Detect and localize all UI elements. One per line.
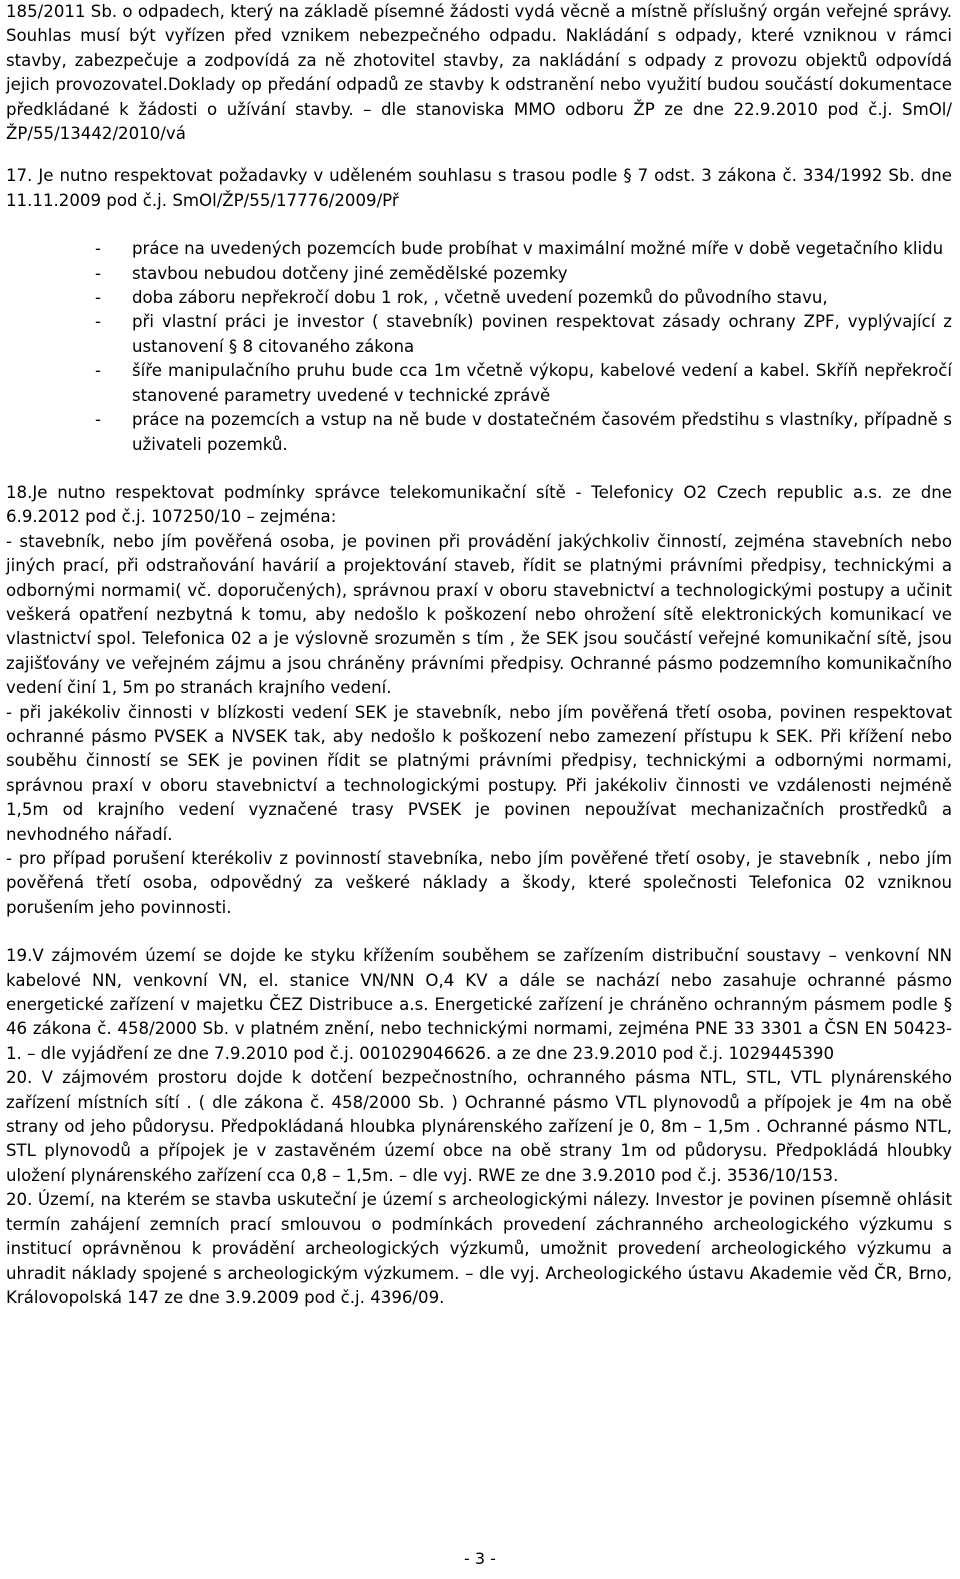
list-item: - při vlastní práci je investor ( stavebník) povinen respektovat zásady ochrany ZPF, vyplývající z ustanovení § 8 citovaného zákona: [132, 310, 952, 359]
spacer: [6, 920, 952, 944]
spacer: [6, 213, 952, 237]
list-item: - doba záboru nepřekročí dobu 1 rok, , včetně uvedení pozemků do původního stavu,: [132, 286, 952, 310]
list-item: - práce na pozemcích a vstup na ně bude v dostatečném časovém předstihu s vlastníky, případně s uživateli pozemků.: [132, 408, 952, 457]
paragraph-18-c: - pro případ porušení kterékoliv z povinností stavebníka, nebo jím pověřené třetí osoby, je stavebník , nebo jím pověřená třetí osoba, odpovědný za veškeré náklady a škody, které společnosti Telefonica 02 vzniknou porušením jeho povinnosti.: [6, 849, 952, 917]
list-item: - šíře manipulačního pruhu bude cca 1m včetně výkopu, kabelové vedení a kabel. Skříň nepřekročí stanovené parametry uvedené v technické zprávě: [132, 359, 952, 408]
spacer: [6, 146, 952, 164]
paragraph-20-gas: 20. V zájmovém prostoru dojde k dotčení bezpečnostního, ochranného pásma NTL, STL, VTL plynárenského zařízení místních sítí . ( dle zákona č. 458/2000 Sb. ) Ochranné pásmo VTL plynovodů a přípojek je 4m na obě strany od jeho půdorysu. Předpokládaná hloubka plynárenského zařízení je 0, 8m – 1,5m . Ochranné pásmo NTL, STL plynovodů a přípojek je v zastavěném území obce na obě strany 1m od půdorysu. Předpokládá hloubky uložení plynárenského zařízení cca 0,8 – 1,5m. – dle vyj. RWE ze dne 3.9.2010 pod č.j. 3536/10/153.: [6, 1068, 952, 1185]
list-item: - práce na uvedených pozemcích bude probíhat v maximální možné míře v době vegetačního klidu: [132, 237, 952, 261]
spacer: [6, 457, 952, 481]
document-page: [6, 0, 952, 1310]
paragraph-intro: 185/2011 Sb. o odpadech, který na základě písemné žádosti vydá věcně a místně příslušný orgán veřejné správy. Souhlas musí být vyřízen před vznikem nebezpečného odpadu. Nakládání s odpady, které vzniknou v rámci stavby, zabezpečuje a zodpovídá za ně zhotovitel stavby, za nakládání s odpady z provozu objektů odpovídá jejich provozovatel.Doklady op předání odpadů ze stavby k odstranění nebo využití budou součástí dokumentace předkládané k žádosti o užívání stavby. – dle stanoviska MMO odboru ŽP ze dne 22.9.2010 pod č.j. SmOl/ŽP/55/13442/2010/vá: [6, 2, 952, 144]
paragraph-17: 17. Je nutno respektovat požadavky v uděleném souhlasu s trasou podle § 7 odst. 3 zákona č. 334/1992 Sb. dne 11.11.2009 pod č.j. SmOl/ŽP/55/17776/2009/Př: [6, 166, 952, 210]
paragraph-18-heading: 18.Je nutno respektovat podmínky správce telekomunikační sítě - Telefonicy O2 Czech republic a.s. ze dne 6.9.2012 pod č.j. 107250/10 – zejména:: [6, 482, 952, 527]
paragraph-19: 19.V zájmovém území se dojde ke styku křížením souběhem se zařízením distribuční soustavy – venkovní NN kabelové NN, venkovní VN, el. stanice VN/NN O,4 KV a dále se nachází nebo zasahuje ochranné pásmo energetické zařízení v majetku ČEZ Distribuce a.s. Energetické zařízení je chráněno ochranným pásmem podle § 46 zákona č. 458/2000 Sb. v platném znění, nebo technickými normami, zejména PNE 33 3301 a ČSN EN 50423-1. – dle vyjádření ze dne 7.9.2010 pod č.j. 001029046626. a ze dne 23.9.2010 pod č.j. 1029445390: [6, 946, 952, 1063]
conditions-list: [6, 237, 952, 457]
list-item: - stavbou nebudou dotčeny jiné zemědělské pozemky: [132, 262, 952, 286]
page-number: - 3 -: [464, 1549, 496, 1568]
paragraph-20-archeology: 20. Území, na kterém se stavba uskuteční je území s archeologickými nálezy. Investor je povinen písemně ohlásit termín zahájení zemních prací smlouvou o podmínkách provedení záchranného archeologického výzkumu s institucí oprávněnou k provádění archeologických výzkumů, umožnit provedení archeologického výzkumu a uhradit náklady spojené s archeologickým výzkumem. – dle vyj. Archeologického ústavu Akademie věd ČR, Brno, Královopolská 147 ze dne 3.9.2009 pod č.j. 4396/09.: [6, 1190, 952, 1307]
paragraph-18-b: - při jakékoliv činnosti v blízkosti vedení SEK je stavebník, nebo jím pověřená třetí osoba, povinen respektovat ochranné pásmo PVSEK a NVSEK tak, aby nedošlo k poškození nebo zamezení přístupu k SEK. Při křížení nebo souběhu činností se SEK je povinen řídit se platnými právními předpisy, technickými a odbornými normami, správnou praxí v oboru stavebnictví a technologickými postupy. Při jakékoliv činnosti ve vzdálenosti nejméně 1,5m od krajního vedení vyznačené trasy PVSEK je povinen nepoužívat mechanizačních prostředků a nevhodného nářadí.: [6, 702, 952, 844]
paragraph-18-a: - stavebník, nebo jím pověřená osoba, je povinen při provádění jakýchkoliv činností, zejména stavebních nebo jiných prací, při odstraňování havárií a projektování staveb, řídit se platnými právními předpisy, technickými a odbornými normami( vč. doporučených), správnou praxí v oboru stavebnictví a technologickými postupy a učinit veškerá opatření nezbytná k tomu, aby nedošlo k poškození nebo ohrožení sítě elektronických komunikací ve vlastnictví spol. Telefonica 02 a je výslovně srozuměn s tím , že SEK jsou součástí veřejné komunikační sítě, jsou zajišťovány ve veřejném zájmu a jsou chráněny právními předpisy. Ochranné pásmo podzemního komunikačního vedení činí 1, 5m po stranách krajního vedení.: [6, 531, 952, 698]
